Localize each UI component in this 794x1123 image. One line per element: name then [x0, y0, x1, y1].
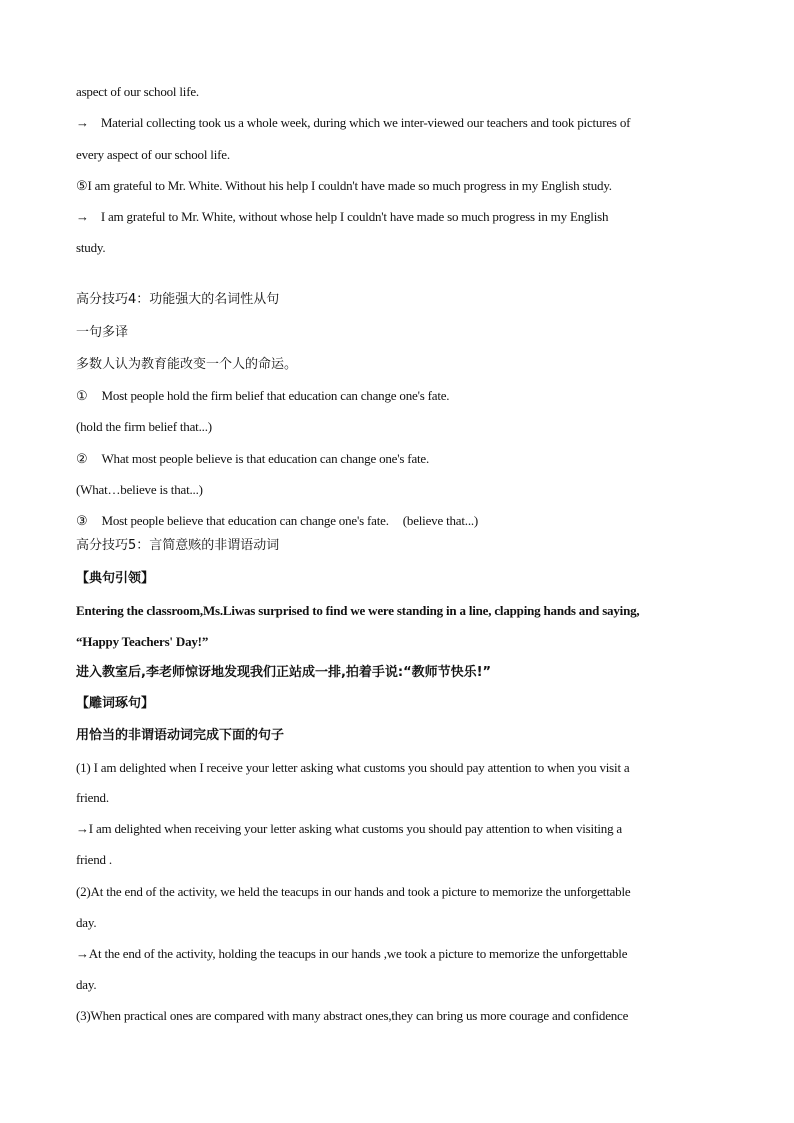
polish-heading: 【雕词琢句】: [76, 696, 155, 711]
question-2: (2)At the end of the activity, we held the teacups in our hands and took a picture to memorize the unforgettable: [76, 884, 631, 899]
answer-1: →I am delighted when receiving your letter asking what customs you should pay attention to when visiting a: [76, 821, 622, 836]
question-1: (1) I am delighted when I receive your letter asking what customs you should pay attention to when you visit a: [76, 760, 630, 775]
translation-text: Most people hold the firm belief that education can change one's fate.: [101, 388, 450, 403]
multi-translation-label: 一句多译: [76, 325, 129, 340]
skill-5-title: 高分技巧5：言简意赅的非谓语动词: [76, 538, 280, 553]
question-2-cont: day.: [76, 915, 97, 930]
item-number: ②: [76, 451, 88, 466]
example-sentence-en-cont: “Happy Teachers' Day!”: [76, 634, 209, 649]
paragraph-line: aspect of our school life.: [76, 84, 199, 99]
chinese-sentence: 多数人认为教育能改变一个人的命运。: [76, 357, 298, 372]
rewritten-sentence: I am grateful to Mr. White, without whose help I couldn't have made so much progress in my English: [100, 209, 609, 224]
example-sentence-cn: 进入教室后,李老师惊讶地发现我们正站成一排,拍着手说:“教师节快乐!”: [76, 665, 492, 680]
question-1-cont: friend.: [76, 790, 109, 805]
paragraph-line: study.: [76, 240, 106, 255]
translation-2-hint: (What…believe is that...): [76, 482, 203, 497]
rewritten-sentence: Material collecting took us a whole week, during which we inter-viewed our teachers and took pictures of: [100, 115, 631, 130]
arrow-icon: →: [76, 209, 89, 224]
arrow-icon: →: [76, 115, 89, 130]
skill-4-title: 高分技巧4：功能强大的名词性从句: [76, 292, 280, 307]
example-heading: 【典句引领】: [76, 571, 155, 586]
paragraph-line: every aspect of our school life.: [76, 147, 230, 162]
answer-2: →At the end of the activity, holding the teacups in our hands ,we took a picture to memorize the unforgettable: [76, 946, 628, 961]
translation-text: What most people believe is that education can change one's fate.: [101, 451, 430, 466]
question-3: (3)When practical ones are compared with many abstract ones,they can bring us more courage and confidence: [76, 1008, 629, 1023]
original-sentence-5: ⑤I am grateful to Mr. White. Without his help I couldn't have made so much progress in my English study.: [76, 178, 612, 193]
translation-text: Most people believe that education can change one's fate.: [101, 513, 389, 528]
answer-1-cont: friend .: [76, 852, 112, 867]
translation-hint: (believe that...): [402, 513, 479, 528]
item-number: ①: [76, 388, 88, 403]
answer-2-cont: day.: [76, 977, 97, 992]
translation-1-hint: (hold the firm belief that...): [76, 419, 212, 434]
example-sentence-en: Entering the classroom,Ms.Liwas surprised to find we were standing in a line, clapping hands and saying,: [76, 603, 640, 618]
translation-3: [76, 513, 478, 529]
translation-1: [76, 388, 449, 404]
arrow-line: [76, 115, 630, 131]
item-number: ③: [76, 513, 88, 528]
translation-2: [76, 451, 429, 467]
exercise-instruction: 用恰当的非谓语动词完成下面的句子: [76, 728, 285, 743]
arrow-line: [76, 209, 608, 225]
